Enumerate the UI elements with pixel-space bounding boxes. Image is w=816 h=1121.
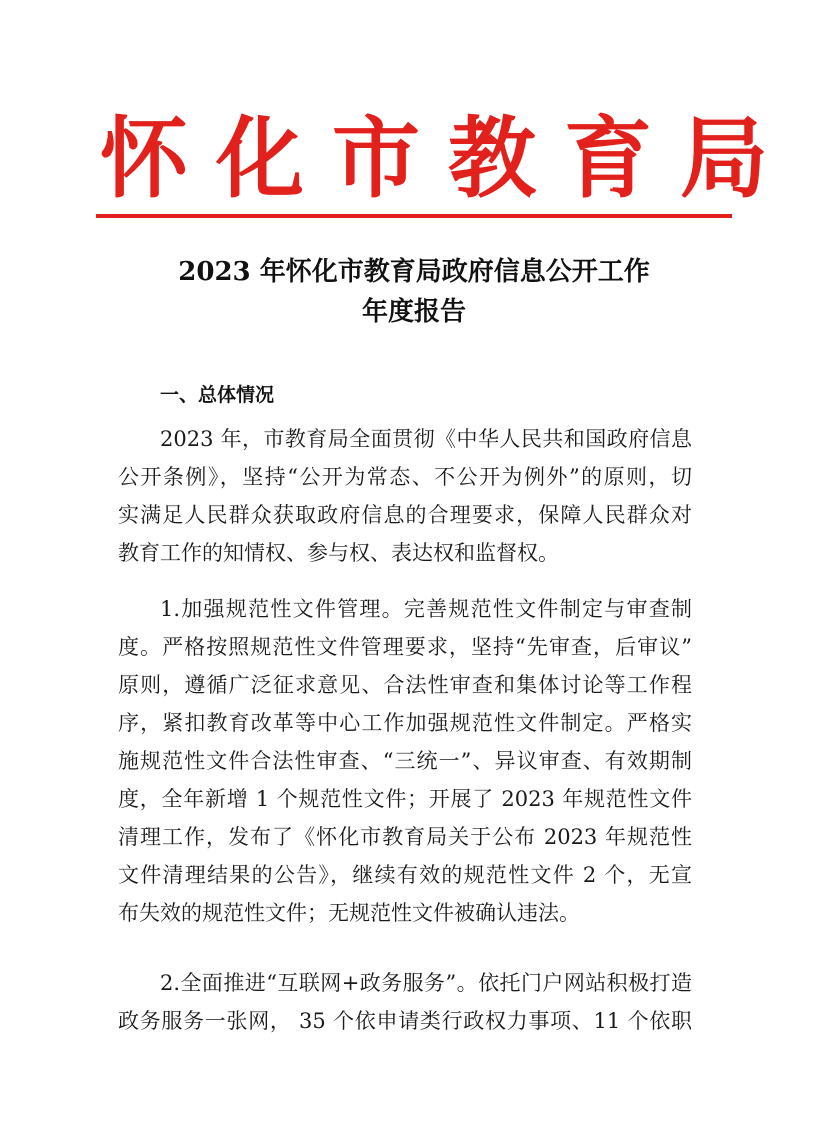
- text-line: 清理工作，发布了《怀化市教育局关于公布 2023 年规范性: [118, 825, 692, 849]
- text-line: 度，全年新增 1 个规范性文件；开展了 2023 年规范性文件: [118, 787, 692, 811]
- text-line: 1.加强规范性文件管理。完善规范性文件制定与审查制: [160, 597, 692, 621]
- letterhead-red-rule: [96, 214, 732, 218]
- document-title: [96, 252, 732, 332]
- text-line: 教育工作的知情权、参与权、表达权和监督权。: [118, 541, 559, 565]
- text-line: 施规范性文件合法性审查、“三统一”、异议审查、有效期制: [118, 749, 692, 773]
- text-line: 2023 年，市教育局全面贯彻《中华人民共和国政府信息: [160, 427, 692, 451]
- text-line: 实满足人民群众获取政府信息的合理要求，保障人民群众对: [118, 503, 692, 527]
- paragraph-normative-documents: [118, 590, 692, 932]
- text-line: 布失效的规范性文件；无规范性文件被确认违法。: [118, 901, 580, 925]
- title-line-2: 年度报告: [361, 297, 466, 327]
- text-line: 原则，遵循广泛征求意见、合法性审查和集体讨论等工作程: [118, 673, 692, 697]
- section-heading: 一、总体情况: [160, 384, 275, 406]
- paragraph-internet-government-services: [118, 964, 692, 1040]
- text-line: 序，紧扣教育改革等中心工作加强规范性文件制定。严格实: [118, 711, 692, 735]
- paragraph-overview: [118, 420, 692, 572]
- text-line: 度。严格按照规范性文件管理要求，坚持“先审查，后审议”: [118, 635, 692, 659]
- text-line: 文件清理结果的公告》，继续有效的规范性文件 2 个，无宣: [118, 863, 692, 887]
- letterhead-organization: 怀化市教育局: [100, 106, 797, 210]
- text-line: 2.全面推进“互联网+政务服务”。依托门户网站积极打造: [160, 971, 692, 995]
- text-line: 公开条例》，坚持“公开为常态、不公开为例外”的原则，切: [118, 465, 692, 489]
- title-line-1: 2023 年怀化市教育局政府信息公开工作: [178, 257, 650, 287]
- text-line: 政务服务一张网， 35 个依申请类行政权力事项、11 个依职: [118, 1009, 692, 1033]
